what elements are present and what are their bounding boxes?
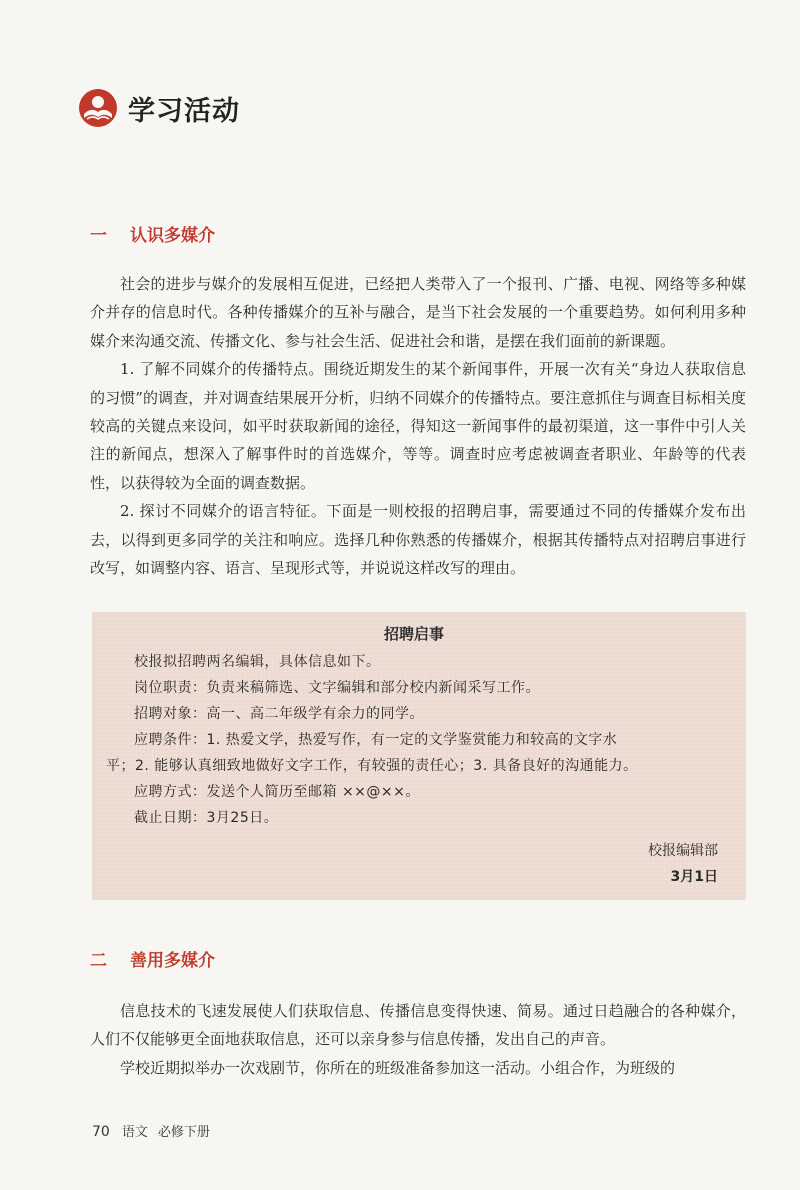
section-title: 认识多媒介 — [130, 226, 215, 246]
paragraph: 学校近期拟举办一次戏剧节，你所在的班级准备参加这一活动。小组合作，为班级的 — [120, 1058, 676, 1077]
section-number: 二 — [90, 951, 107, 971]
section-title: 善用多媒介 — [130, 951, 215, 971]
page-footer — [92, 1121, 210, 1140]
paragraph: 社会的进步与媒介的发展相互促进，已经把人类带入了一个报刊、广播、电视、网络等多种媒介并存的信息时代。各种传播媒介的互补与融合，是当下社会发展的一个重要趋势。如何利用多种媒介来沟通交流、传播文化、参与社会生活、促进社会和谐，是摆在我们面前的新课题。 — [90, 275, 746, 350]
notice-date: 3月1日 — [670, 869, 718, 885]
page-header — [78, 86, 240, 130]
notice-line: 招聘对象：高一、高二年级学有余力的同学。 — [134, 706, 424, 722]
paragraph: 信息技术的飞速发展使人们获取信息、传播信息变得快速、简易。通过日趋融合的各种媒介，人们不仅能够更全面地获取信息，还可以亲身参与信息传播，发出自己的声音。 — [90, 1002, 746, 1049]
section-number: 一 — [90, 226, 107, 246]
footer-subject: 语文 — [121, 1125, 148, 1140]
notice-title: 招聘启事 — [383, 625, 444, 643]
page-title: 学习活动 — [128, 95, 240, 127]
notice-signature: 校报编辑部 — [648, 843, 718, 859]
section1-body — [90, 270, 746, 582]
paragraph: 2. 探讨不同媒介的语言特征。下面是一则校报的招聘启事，需要通过不同的传播媒介发布出去，以得到更多同学的关注和响应。选择几种你熟悉的传播媒介，根据其传播特点对招聘启事进行改写，如调整内容、语言、呈现形式等，并说说这样改写的理由。 — [90, 502, 746, 578]
notice-line: 岗位职责：负责来稿筛选、文字编辑和部分校内新闻采写工作。 — [134, 680, 540, 696]
notice-line: 应聘方式：发送个人简历至邮箱 ××@××。 — [134, 784, 420, 800]
recruitment-notice-box — [92, 612, 746, 900]
notice-line: 截止日期：3月25日。 — [134, 810, 279, 826]
page-number: 70 — [92, 1124, 110, 1140]
footer-volume: 必修下册 — [157, 1125, 210, 1140]
learning-activity-icon — [78, 88, 118, 128]
notice-line: 校报拟招聘两名编辑，具体信息如下。 — [134, 654, 381, 670]
section-heading-1 — [90, 221, 215, 246]
section-heading-2 — [90, 946, 215, 971]
section2-body — [90, 997, 746, 1082]
paragraph: 1. 了解不同媒介的传播特点。围绕近期发生的某个新闻事件，开展一次有关“身边人获取信息的习惯”的调查，并对调查结果展开分析，归纳不同媒介的传播特点。要注意抓住与调查目标相关度较高的关键点来设问，如平时获取新闻的途径，得知这一新闻事件的最初渠道，这一事件中引人关注的新闻点，想深入了解事件时的首选媒介，等等。调查时应考虑被调查者职业、年龄等的代表性，以获得较为全面的调查数据。 — [90, 360, 746, 492]
notice-line: 平；2. 能够认真细致地做好文字工作，有较强的责任心；3. 具备良好的沟通能力。 — [106, 758, 638, 774]
notice-line: 应聘条件：1. 热爱文学，热爱写作，有一定的文学鉴赏能力和较高的文字水 — [134, 732, 618, 748]
